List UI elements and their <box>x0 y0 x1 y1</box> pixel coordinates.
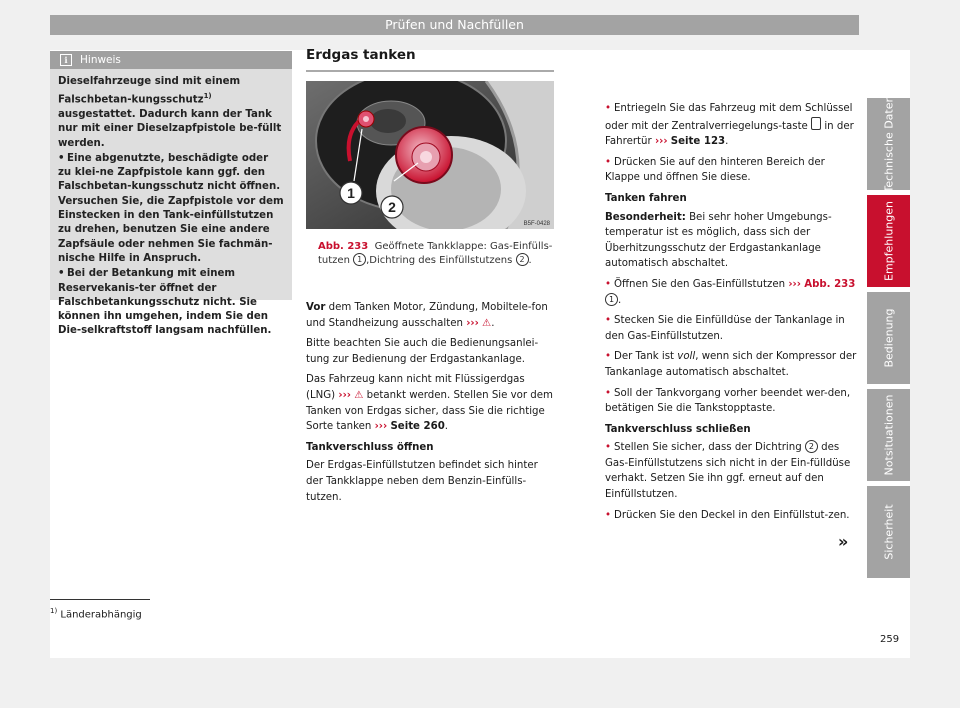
paragraph: Der Erdgas-Einfüllstutzen befindet sich hinter der Tankklappe neben dem Benzin-Einfülls-tutzen. <box>306 460 538 503</box>
hinweis-title: Hinweis <box>80 54 121 66</box>
section-rule <box>306 70 554 72</box>
page-link[interactable]: Seite 123 <box>670 136 726 148</box>
callout-1-label: 1 <box>347 185 355 201</box>
caption-number: Abb. 233 <box>318 241 369 252</box>
figure-link[interactable]: Abb. 233 <box>804 278 856 290</box>
info-icon: i <box>60 54 72 66</box>
subheading: Tankverschluss öffnen <box>306 441 434 453</box>
tab-sicherheit[interactable]: Sicherheit <box>867 486 910 578</box>
page-number: 259 <box>880 634 900 645</box>
hinweis-body <box>50 69 292 339</box>
right-column <box>605 101 860 528</box>
bullet-item: • Öffnen Sie den Gas-Einfüllstutzen ››› Abb. 233 1 . <box>605 278 856 306</box>
footnote-ref: 1) <box>203 92 212 101</box>
page-link[interactable]: Seite 260 <box>390 421 445 433</box>
hinweis-intro: Dieselfahrzeuge sind mit einem Falschbetan-kungsschutz$^{1)}$ ausgestattet. Dadurch kann der Tank nur mit einer Dieselzapfpistole be-füllt werden. <box>58 76 282 149</box>
bullet-item: • Entriegeln Sie das Fahrzeug mit dem Schlüssel oder mit der Zentralverriegelungs-taste in der Fahrertür ››› Seite 123. <box>605 103 854 148</box>
section-title: Erdgas tanken <box>306 47 416 63</box>
subheading: Tankverschluss schließen <box>605 423 751 435</box>
footnote: $^{1)}$ Länderabhängig <box>50 607 142 621</box>
continue-marker: » <box>838 532 849 551</box>
bullet-item: • Der Tank ist voll, wenn sich der Kompressor der Tankanlage automatisch abschaltet. <box>605 351 857 378</box>
bullet-item: • Soll der Tankvorgang vorher beendet wer-den, betätigen Sie die Tankstopptaste. <box>605 387 851 415</box>
bullet-item: • Stecken Sie die Einfülldüse der Tankanlage in den Gas-Einfüllstutzen. <box>605 315 845 342</box>
fuel-door-illustration <box>306 81 554 229</box>
figure-caption: Abb. 233 Geöffnete Tankklappe: Gas-Einfülls-tutzen 1 ,Dichtring des Einfüllstutzens 2 . <box>318 241 553 266</box>
paragraph: Besonderheit: Bei sehr hoher Umgebungs-temperatur ist es möglich, dass sich der Überhitzungsschutz der Erdgastankanlage automatisch abschaltet. <box>605 211 832 270</box>
hinweis-bullet: • Bei der Betankung mit einem Reservekanis-ter öffnet der Falschbetankungsschutz nicht. Sie können ihn umgehen, indem Sie den Die-selkraftstoff langsam nachfüllen. <box>58 268 272 337</box>
bullet-item: • Drücken Sie den Deckel in den Einfüllstut-zen. <box>605 509 850 521</box>
figure-code: B5F-0428 <box>523 221 550 227</box>
hinweis-bullet: • Eine abgenutzte, beschädigte oder zu klei-ne Zapfpistole kann ggf. den Falschbetan-kungsschutz nicht öffnen. Versuchen Sie, die Zapfpistole vor dem Einstecken in den Tank-einfüllstutzen zu drehen, benutzen Sie eine andere Zapfsäule oder nehmen Sie fachmän-nische Hilfe in Anspruch. <box>58 152 284 264</box>
tab-empfehlungen[interactable]: Empfehlungen <box>867 195 910 287</box>
callout-2-label: 2 <box>388 199 396 215</box>
paragraph: Das Fahrzeug kann nicht mit Flüssigerdgas (LNG) ››› ⚠ betankt werden. Stellen Sie vor dem Tanken von Erdgas sicher, dass Sie die richtige Sorte tanken ››› Seite 260. <box>306 374 553 433</box>
tab-bedienung[interactable]: Bedienung <box>867 292 910 384</box>
hinweis-header <box>50 51 292 69</box>
paragraph: Vor dem Tanken Motor, Zündung, Mobiltele-fon und Standheizung ausschalten ››› ⚠. <box>306 302 548 329</box>
tab-technische-daten[interactable]: Technische Daten <box>867 98 910 190</box>
hinweis-box <box>50 51 292 337</box>
paragraph: Bitte beachten Sie auch die Bedienungsanlei-tung zur Bedienung der Erdgastankanlage. <box>306 338 539 365</box>
bullet-item: • Stellen Sie sicher, dass der Dichtring 2 des Gas-Einfüllstutzens sich nicht in der Ein-fülldüse verhakt. Setzen Sie ihn ggf. erneut auf den Einfüllstutzen. <box>605 442 851 501</box>
warning-triangle-icon[interactable]: ⚠ <box>354 389 364 401</box>
bullet-item: • Drücken Sie auf den hinteren Bereich der Klappe und öffnen Sie diese. <box>605 156 825 184</box>
footnote-rule <box>50 599 150 600</box>
subheading: Tanken fahren <box>605 192 687 204</box>
lock-key-icon <box>811 117 821 130</box>
fuel-door-figure <box>306 81 554 229</box>
warning-triangle-icon[interactable]: ⚠ <box>482 317 492 329</box>
middle-column <box>306 300 554 510</box>
tab-notsituationen[interactable]: Notsituationen <box>867 389 910 481</box>
running-header: Prüfen und Nachfüllen <box>50 15 859 35</box>
